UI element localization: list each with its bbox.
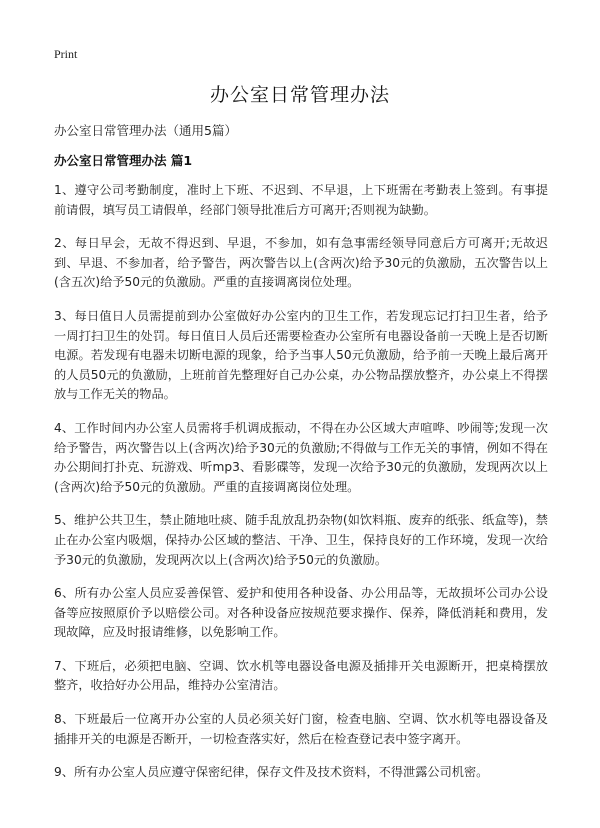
rule-item-2: 2、每日早会，无故不得迟到、早退，不参加，如有急事需经领导同意后方可离开;无故迟到、早退、不参加者，给予警告，两次警告以上(含两次)给予30元的负激励，五次警告以上(含五次)给予50元的负激励。严重的直接调离岗位处理。 xyxy=(54,236,548,290)
document-subtitle: 办公室日常管理办法（通用5篇） xyxy=(54,123,237,138)
rule-item-6: 6、所有办公室人员应妥善保管、爱护和使用各种设备、办公用品等，无故损坏公司办公设备等应按照原价予以赔偿公司。对各种设备应按规范要求操作、保养，降低消耗和费用，发现故障，应及时报请维修，以免影响工作。 xyxy=(54,586,548,640)
rule-item-3: 3、每日值日人员需提前到办公室做好办公室内的卫生工作，若发现忘记打扫卫生者，给予一周打扫卫生的处罚。每日值日人员后还需要检查办公室所有电器设备前一天晚上是否切断电源。若发现有电器未切断电源的现象，给予当事人50元负激励，给予前一天晚上最后离开的人员50元的负激励，上班前首先整理好自己办公桌，办公物品摆放整齐，办公桌上不得摆放与工作无关的物品。 xyxy=(54,308,548,402)
rule-item-4: 4、工作时间内办公室人员需将手机调成振动，不得在办公区域大声喧哗、吵闹等;发现一次给予警告，两次警告以上(含两次)给予30元的负激励;不得做与工作无关的事情，例如不得在办公期间打扑克、玩游戏、听mp3、看影碟等，发现一次给予30元的负激励，发现两次以上(含两次)给予50元的负激励。严重的直接调离岗位处理。 xyxy=(54,420,548,494)
rule-item-9: 9、所有办公室人员应遵守保密纪律，保存文件及技术资料，不得泄露公司机密。 xyxy=(54,765,489,780)
page-title: 办公室日常管理办法 xyxy=(209,84,390,106)
rule-item-1: 1、遵守公司考勤制度，准时上下班、不迟到、不早退，上下班需在考勤表上签到。有事提前请假，填写员工请假单，经部门领导批准后方可离开;否则视为缺勤。 xyxy=(54,183,548,217)
print-label[interactable]: Print xyxy=(54,47,78,61)
section-heading: 办公室日常管理办法 篇1 xyxy=(54,153,193,168)
rules-list xyxy=(54,181,548,797)
rule-item-5: 5、维护公共卫生，禁止随地吐痰、随手乱放乱扔杂物(如饮料瓶、废弃的纸张、纸盒等)，禁止在办公室内吸烟，保持办公区域的整洁、干净、卫生，保持良好的工作环境，发现一次给予30元的负激励，发现两次以上(含两次)给予50元的负激励。 xyxy=(54,513,548,567)
rule-item-8: 8、下班最后一位离开办公室的人员必须关好门窗，检查电脑、空调、饮水机等电器设备及插排开关的电源是否断开，一切检查落实好，然后在检查登记表中签字离开。 xyxy=(54,712,548,746)
rule-item-7: 7、下班后，必须把电脑、空调、饮水机等电器设备电源及插排开关电源断开，把桌椅摆放整齐，收拾好办公用品，维持办公室清洁。 xyxy=(54,658,548,693)
